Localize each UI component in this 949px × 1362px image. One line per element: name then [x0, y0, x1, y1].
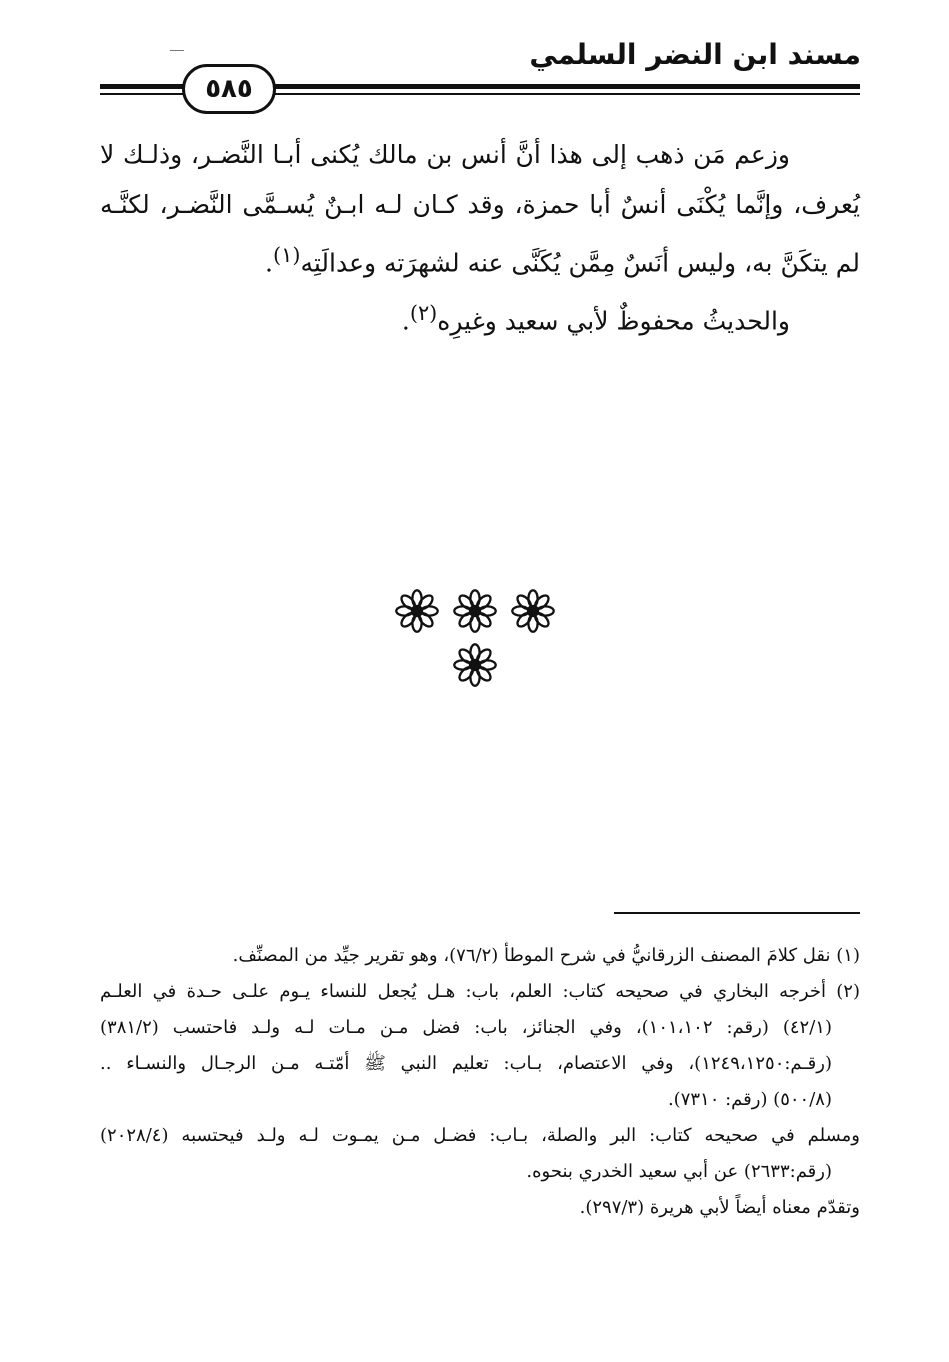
footnote-2-line: (٢) أخرجه البخاري في صحيحه كتاب: العلم، باب: هـل يُجعل للنساء يـوم علـى حـدة في العلـم — [100, 981, 860, 1002]
flower-ornament-icon — [510, 588, 556, 634]
flower-ornament-icon — [452, 588, 498, 634]
footnote-1 — [100, 938, 860, 974]
footnote-1-text: (١) نقل كلامَ المصنف الزرقانيُّ في شرح الموطأ (٧٦/٢)، وهو تقرير جيِّد من المصنِّف. — [232, 945, 860, 966]
flower-ornament-icon — [394, 588, 440, 634]
flower-ornament-icon — [452, 642, 498, 688]
footnote-ref-2: (٢) — [409, 301, 438, 326]
paragraph-1: وزعم مَن ذهب إلى هذا أنَّ أنس بن مالك يُكنى أبـا النَّضـر، وذلـك لا يُعرف، وإنَّما يُكْنَى أنسٌ أبا حمزة، وقد كـان لـه ابـنٌ يُسـمَّى النَّضـر، لكنَّـه لم يتكَنَّ به، وليس أنَسٌ مِمَّن يُكَنَّى عنه لشهرَته وعدالَتِه$^{(١)}$. — [100, 140, 860, 278]
footnote-2-line: ومسلم في صحيحه كتاب: البر والصلة، بـاب: فضـل مـن يمـوت لـه ولـد فيحتسبه (٢٠٢٨/٤) — [100, 1125, 860, 1146]
footnote-2-line: وتقدّم معناه أيضاً لأبي هريرة (٢٩٧/٣). — [579, 1197, 860, 1218]
main-text — [100, 130, 860, 347]
paragraph-2-text: والحديثُ محفوظٌ لأبي سعيد وغيرِه — [437, 306, 790, 336]
page-number: ٥٨٥ — [205, 74, 253, 104]
footnote-2 — [100, 974, 860, 1226]
paragraph-2: والحديثُ محفوظٌ لأبي سعيد وغيرِه$^{(٢)}$. — [401, 301, 790, 336]
page-number-badge — [182, 64, 276, 114]
footnote-ref-1: (١) — [272, 243, 301, 267]
header-tick-mark — [170, 50, 184, 51]
footnote-2-line: (رقـم:١٢٤٩،١٢٥٠)، وفي الاعتصام، بـاب: تعليم النبي ﷺ أمّتـه مـن الرجـال والنسـاء .. — [100, 1053, 832, 1074]
section-end-ornaments — [0, 588, 949, 688]
footnote-2-line: (٤٢/١) (رقم: ١٠١،١٠٢)، وفي الجنائز، باب: فضل مـن مـات لـه ولـد فاحتسب (٣٨١/٢) — [100, 1017, 832, 1038]
footnote-2-line: (٥٠٠/٨) (رقم: ٧٣١٠). — [667, 1089, 832, 1110]
footnote-separator — [614, 912, 860, 914]
footnotes — [100, 938, 860, 1226]
footnote-2-line: (رقم:٢٦٣٣) عن أبي سعيد الخدري بنحوه. — [526, 1161, 832, 1182]
ornament-row-top — [0, 588, 949, 634]
running-header-title: مسند ابن النضر السلمي — [529, 38, 861, 71]
ornament-row-bottom — [0, 642, 949, 688]
paragraph-1-text: وزعم مَن ذهب إلى هذا أنَّ أنس بن مالك يُكنى أبـا النَّضـر، وذلـك لا يُعرف، وإنَّما يُكْنَى أنسٌ أبا حمزة، وقد كـان لـه ابـنٌ يُسـمَّى النَّضـر، لكنَّـه لم يتكَنَّ به، وليس أنَسٌ مِمَّن يُكَنَّى عنه لشهرَته وعدالَتِه — [100, 140, 860, 278]
